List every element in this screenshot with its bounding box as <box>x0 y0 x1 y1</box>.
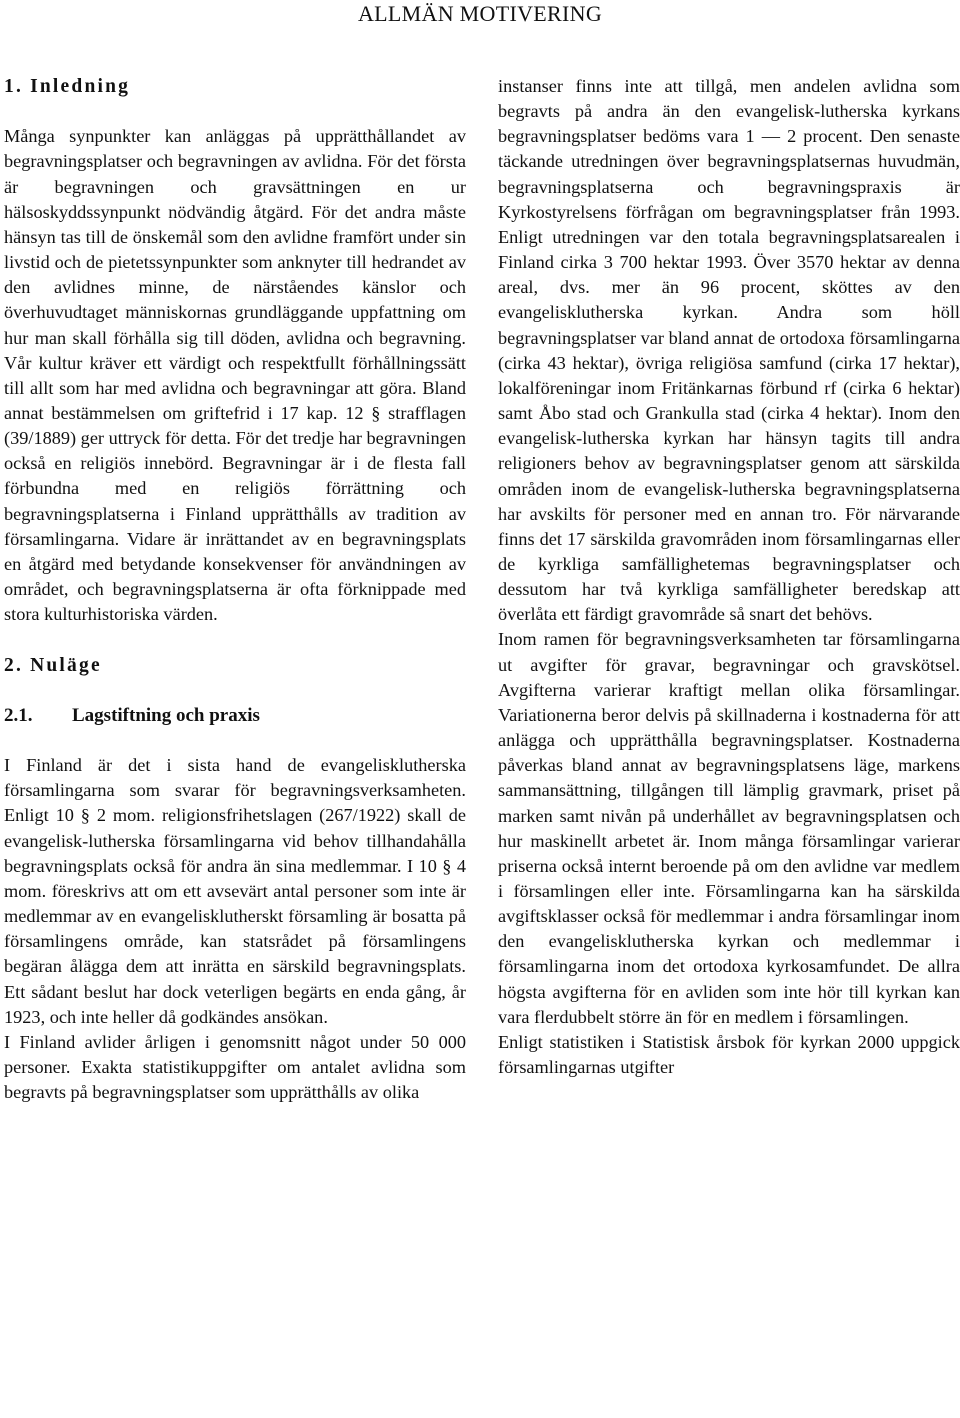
paragraph-avlidna-statistik: I Finland avlider årligen i genomsnitt något under 50 000 personer. Exakta statistikuppgifter om antalet avlidna som begravts på begravningsplatser som upprätthålls av olika <box>4 1031 466 1103</box>
spacer <box>4 99 466 124</box>
spacer <box>4 627 466 652</box>
subsection-title: Lagstiftning och praxis <box>72 704 260 726</box>
right-column <box>498 74 960 1080</box>
paragraph-begravningsplatser-areal: instanser finns inte att tillgå, men andelen avlidna som begravts på andra än den evangelisk-lutherska kyrkans begravningsplatser bedöms vara 1 — 2 procent. Den senaste täckande utredningen över begravningsplatsernas huvudmän, begravningsplatserna och begravningspraxis är Kyrkostyrelsens förfrågan om begravningsplatser från 1993. Enligt utredningen var den totala begravningsplatsarealen i Finland cirka 3 700 hektar 1993. Över 3570 hektar av denna areal, dvs. mer än 96 procent, sköttes av den evangelisklutherska kyrkan. Andra som höll begravningsplatser var bland annat de ortodoxa församlingarna (cirka 43 hektar), övriga religiösa samfund (cirka 17 hektar), lokalföreningar inom Fritänkarnas förbund rf (cirka 6 hektar) samt Åbo stad och Grankulla stad (cirka 4 hektar). Inom den evangelisk-lutherska kyrkan har hänsyn tagits till andra religioners behov av begravningsplatser genom att särskilda områden inom de evangelisk-lutherska begravningsplatserna har avskilts för personer med en annan tro. För närvarande finns det 17 särskilda gravområden inom församlingarnas eller de kyrkliga samfällighetemas begravningsplatser och dessutom har två kyrkliga samfälligheter beredskap att överlåta ett färdigt gravområde så snart det behövs. <box>498 76 960 625</box>
paragraph-avgifter: Inom ramen för begravningsverksamheten tar församlingarna ut avgifter för gravar, begravningar och gravskötsel. Avgifterna varierar kraftigt mellan olika församlingar. Variationerna beror delvis på skillnaderna i kostnaderna för att anlägga och upprätthålla begravningsplatser. Kostnaderna påverkas bland annat av begravningsplatsens läge, markens sammansättning, tillgången till lämplig gravmark, priset på marken samt nivån på underhållet av begravningsplatsen och hur maskinellt arbetet är. Inom många församlingar varierar priserna också internt beroende på om den avlidne var medlem i församlingen eller inte. Församlingarna kan ha särskilda avgiftsklasser också för medlemmar i andra församlingar inom den evangelisklutherska kyrkan och medlemmar i församlingarna inom det ortodoxa kyrkosamfundet. De allra högsta avgifterna för en avliden som inte hör till kyrkan kan vara flerdubbelt större än för en medlem i församlingen. <box>498 629 960 1027</box>
section-heading-nulage: 2. Nuläge <box>4 654 102 676</box>
page-title: ALLMÄN MOTIVERING <box>357 1 603 26</box>
subsection-heading-lagstiftning <box>4 703 466 728</box>
paragraph-inledning: Många synpunkter kan anläggas på upprätthållandet av begravningsplatser och begravningen av avlidna. För det första är begravningen och gravsättningen en ur hälsoskyddssynpunkt nödvändig åtgärd. För det andra måste hänsyn tas till de önskemål som den avlidne framfört under sin livstid och de pietetssynpunkter som anknyter till hedrandet av den avlidnes minne, de närståendes känslor och överhuvudtaget människornas grundläggande uppfattning om hur man skall förhålla sig till döden, avlidna och begravning. Vår kultur kräver ett värdigt och respektfullt förhållningssätt till allt som har med avlidna och begravningar att göra. Bland annat bestämmelsen om griftefrid i 17 kap. 12 § strafflagen (39/1889) ger uttryck för detta. För det tredje har begravningen också en religiös innebörd. Begravningar är i de flesta fall förbundna med en religiös förrättning och begravningsplatserna i Finland upprätthålls av tradition av församlingarna. Vidare är inrättandet av en begravningsplats en åtgärd med betydande konsekvenser för användningen av området, och begravningsplatserna är ofta förknippade med stora kulturhistoriska värden. <box>4 126 466 625</box>
left-column <box>4 74 466 1105</box>
spacer <box>4 678 466 703</box>
section-heading-inledning: 1. Inledning <box>4 76 131 97</box>
paragraph-lagstiftning: I Finland är det i sista hand de evangelisklutherska församlingarna som svarar för begravningsverksamheten. Enligt 10 § 2 mom. religionsfrihetslagen (267/1922) skall de evangelisk-lutherska församlingarna vid behov tillhandahålla begravningsplats också för andra än sina medlemmar. I 10 § 4 mom. föreskrivs att om ett avsevärt antal personer som inte är medlemmar av en evangelisklutherskt församling är bosatta på församlingens område, kan statsrådet på församlingens begäran ålägga dem att inrätta en särskild begravningsplats. Ett sådant beslut har dock veterligen begärts en enda gång, år 1923, och inte heller då godkändes ansökan. <box>4 755 466 1027</box>
spacer <box>4 728 466 753</box>
subsection-number: 2.1. <box>4 704 33 726</box>
paragraph-statistisk-arsbok: Enligt statistiken i Statistisk årsbok för kyrkan 2000 uppgick församlingarnas utgifter <box>498 1031 960 1078</box>
